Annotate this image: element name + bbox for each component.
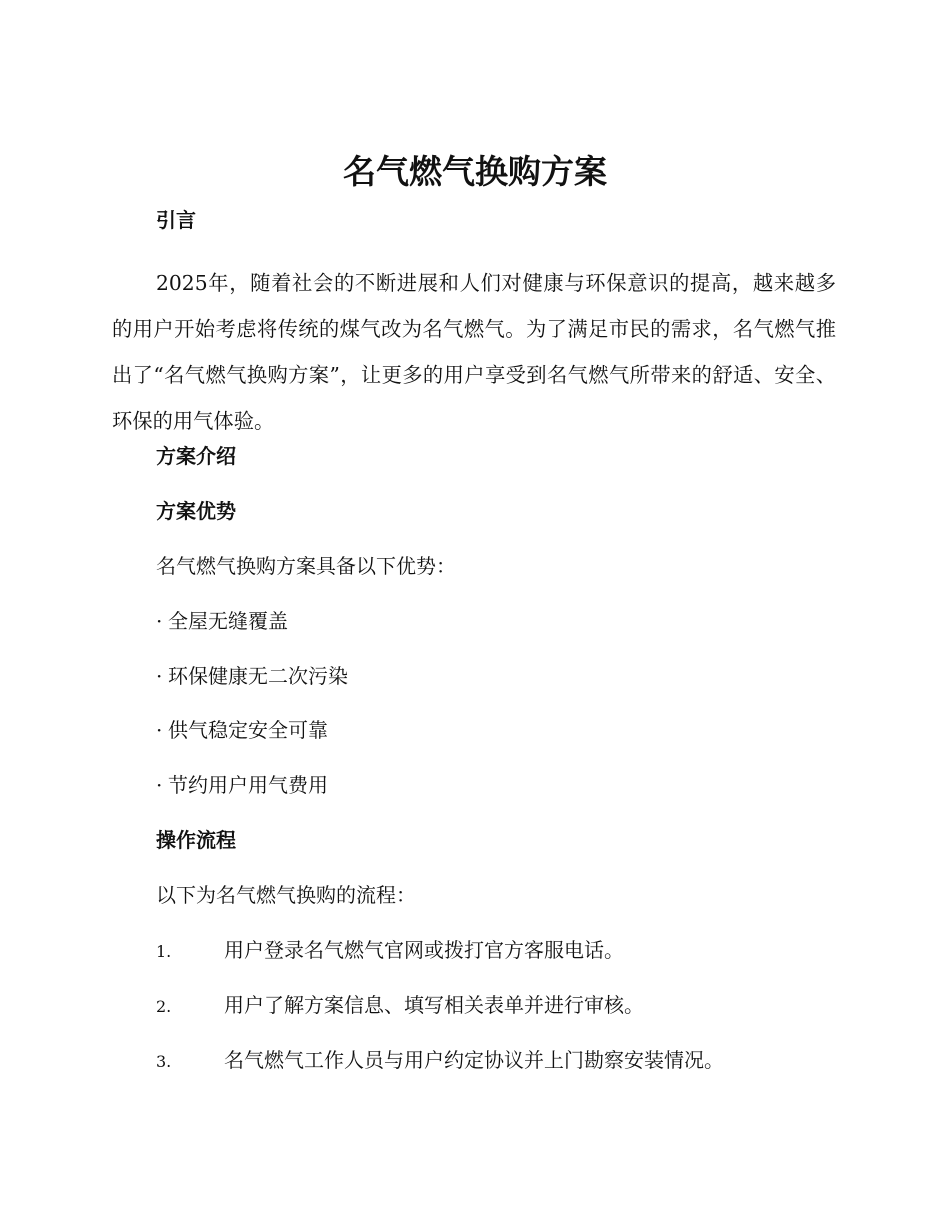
step-text: 用户登录名气燃气官网或拨打官方客服电话。 [224, 938, 624, 962]
list-item [156, 662, 348, 690]
list-item-text: 全屋无缝覆盖 [168, 609, 288, 633]
process-heading: 操作流程 [156, 828, 236, 852]
list-item [156, 771, 328, 799]
plan-intro-heading: 方案介绍 [156, 444, 236, 468]
bullet-dot: · [156, 664, 163, 688]
bullet-dot: · [156, 609, 163, 633]
advantages-heading: 方案优势 [156, 499, 236, 523]
list-item [156, 716, 328, 744]
process-step [156, 936, 624, 966]
step-number: 1. [156, 942, 172, 961]
intro-heading: 引言 [156, 208, 196, 232]
step-text: 名气燃气工作人员与用户约定协议并上门勘察安装情况。 [224, 1048, 724, 1072]
list-item-text: 环保健康无二次污染 [168, 664, 348, 688]
list-item-text: 供气稳定安全可靠 [168, 718, 328, 742]
process-step [156, 991, 644, 1021]
bullet-dot: · [156, 718, 163, 742]
list-item [156, 607, 288, 635]
step-number: 3. [156, 1052, 172, 1071]
process-step [156, 1046, 724, 1076]
document-title: 名气燃气换购方案 [343, 152, 607, 191]
intro-paragraph: 2025年，随着社会的不断进展和人们对健康与环保意识的提高，越来越多的用户开始考虑将传统的煤气改为名气燃气。为了满足市民的需求，名气燃气推出了“名气燃气换购方案”，让更多的用户享受到名气燃气所带来的舒适、安全、环保的用气体验。 [112, 271, 836, 433]
list-item-text: 节约用户用气费用 [168, 773, 328, 797]
advantages-lead: 名气燃气换购方案具备以下优势： [156, 554, 456, 578]
step-text: 用户了解方案信息、填写相关表单并进行审核。 [224, 993, 644, 1017]
step-number: 2. [156, 997, 172, 1016]
process-lead: 以下为名气燃气换购的流程： [156, 883, 416, 907]
bullet-dot: · [156, 773, 163, 797]
